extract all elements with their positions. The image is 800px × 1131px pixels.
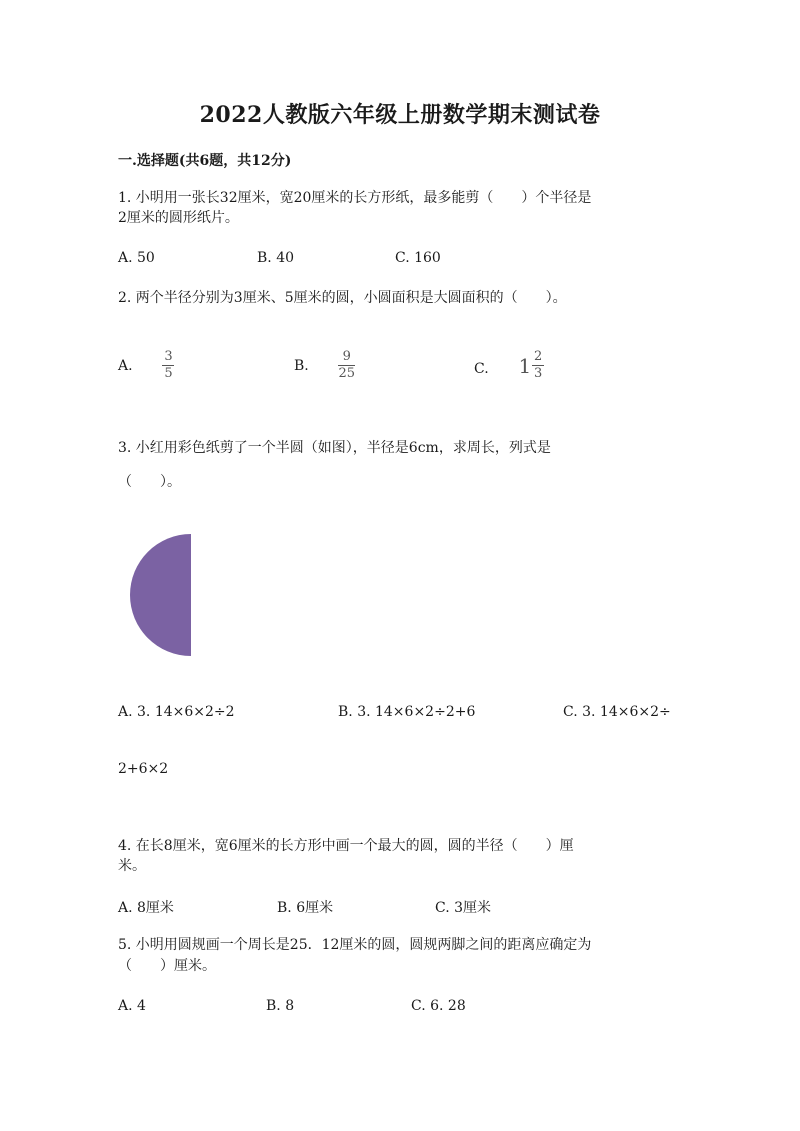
option-c-label: C. — [474, 360, 489, 377]
fraction-denominator: 25 — [338, 366, 355, 381]
question-4-option-c: C. 3厘米 — [435, 900, 492, 916]
semicircle-shape — [130, 534, 191, 656]
question-5-option-b: B. 8 — [266, 998, 295, 1014]
fraction-numerator: 9 — [342, 349, 351, 364]
fraction-numerator: 3 — [164, 349, 173, 364]
question-2-option-b — [294, 350, 355, 381]
question-5-line-1: 5. 小明用圆规画一个周长是25．12厘米的圆，圆规两脚之间的距离应确定为 — [118, 937, 592, 953]
section-heading: 一.选择题(共6题，共12分) — [118, 153, 292, 169]
fraction-denominator: 3 — [534, 366, 543, 381]
question-1-line-1: 1. 小明用一张长32厘米，宽20厘米的长方形纸，最多能剪（ ）个半径是 — [118, 190, 592, 206]
question-2-option-c — [474, 350, 544, 381]
question-4-line-1: 4. 在长8厘米，宽6厘米的长方形中画一个最大的圆，圆的半径（ ）厘 — [118, 838, 574, 854]
fraction-numerator: 2 — [534, 349, 543, 364]
question-3-line-1: 3. 小红用彩色纸剪了一个半圆（如图），半径是6cm，求周长，列式是 — [118, 440, 551, 456]
question-5-option-a: A. 4 — [118, 998, 146, 1014]
question-5-option-c: C. 6. 28 — [411, 998, 466, 1014]
question-4-option-a: A. 8厘米 — [118, 900, 174, 916]
question-3-line-2: （ ）。 — [118, 474, 181, 490]
question-3-option-c-continued: 2+6×2 — [118, 761, 169, 777]
page-title: 2022人教版六年级上册数学期末测试卷 — [199, 102, 601, 128]
fraction-denominator: 5 — [164, 366, 173, 381]
mixed-whole: 1 — [518, 353, 532, 378]
question-5-line-2: （ ）厘米。 — [118, 958, 216, 974]
question-2-option-a — [118, 350, 174, 381]
question-1-option-a: A. 50 — [118, 250, 155, 266]
question-3-option-a: A. 3. 14×6×2÷2 — [118, 704, 235, 720]
question-1-option-b: B. 40 — [257, 250, 295, 266]
mixed-number — [518, 350, 544, 381]
question-1-line-2: 2厘米的圆形纸片。 — [118, 210, 239, 226]
question-3-option-c: C. 3. 14×6×2÷ — [563, 704, 671, 720]
question-2-text: 2. 两个半径分别为3厘米、5厘米的圆，小圆面积是大圆面积的（ ）。 — [118, 290, 567, 306]
question-1-option-c: C. 160 — [395, 250, 441, 266]
fraction-three-fifths — [162, 350, 174, 381]
semicircle-figure — [128, 532, 194, 658]
question-4-option-b: B. 6厘米 — [277, 900, 334, 916]
question-3-option-b: B. 3. 14×6×2÷2+6 — [338, 704, 476, 720]
fraction-nine-twentyfifths — [338, 350, 355, 381]
fraction-two-thirds — [532, 350, 544, 381]
option-a-label: A. — [118, 357, 133, 374]
option-b-label: B. — [294, 357, 309, 374]
question-4-line-2: 米。 — [118, 858, 146, 874]
